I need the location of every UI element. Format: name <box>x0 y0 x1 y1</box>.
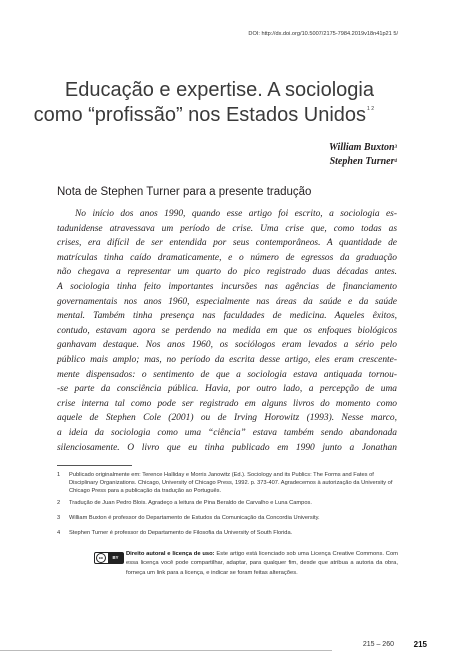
page-range: 215 – 260 <box>362 641 394 648</box>
license-text: Este artigo está licenciado sob uma Licença Creative Commons. Com essa licença você pode compartilhar, adaptar, para qualquer fim, desde que atribua a autoria da obra, forneça um link para a licença, e indicar se foram feitas alterações. <box>126 551 399 576</box>
author-william-buxton <box>329 142 397 153</box>
paragraph-line: silenciosamente. O livro que eu tinha publicado em 1990 junto a Jonathan <box>57 442 397 453</box>
footnote-number: 2 <box>57 500 61 506</box>
page-number: 215 <box>413 640 427 649</box>
paragraph-line: No início dos anos 1990, quando esse artigo foi escrito, a sociologia es- <box>75 209 397 219</box>
footnote-text: Publicado originalmente em: Terence Halliday e Morris Janowitz (Ed.). Sociology and its Publics: The Forms and Fates of Disciplinary Organizations. Chicago, University of Chicago Press, 1992. p. 373-407. Agradecemos à autorização da University of Chicago Press para a publicação da tradução ao Português. <box>69 472 393 495</box>
footnote-number: 4 <box>57 530 61 536</box>
paragraph-line: não chegava a representar um quarto do pico registrado duas décadas antes. <box>57 267 397 278</box>
footnote-divider <box>57 465 132 466</box>
paragraph-line: mente dispensados: o sentimento de que a sociologia estava antiquada tornou- <box>57 369 397 380</box>
paragraph-line: público mais amplo; mas, no período da escrita desse artigo, eles eram crescente- <box>57 354 397 365</box>
paragraph-line: crises, era difícil de ser entendida por seus contemporâneos. A quantidade de <box>57 238 397 249</box>
title-line-2 <box>34 103 374 128</box>
license-heading: Direito autoral e licença de uso: <box>126 551 215 557</box>
doi-text: DOI: http://dx.doi.org/10.5007/2175-7984.2019v18n41p21 5/ <box>248 31 398 37</box>
footnote-3 <box>57 514 397 522</box>
footnote-number: 3 <box>57 515 61 521</box>
paragraph-line: a ideia da sociologia como uma “ciência” estava também sendo abandonada <box>57 427 397 438</box>
author-stephen-turner <box>330 156 397 167</box>
paragraph-line: crise interna tal como pode ser registrado em alguns livros do momento como <box>57 398 397 409</box>
paragraph-line: -se parte da consciência pública. Havia, por outro lado, a percepção de uma <box>57 384 397 395</box>
license-notice <box>126 550 398 578</box>
author-footnote-mark: 4 <box>394 159 397 164</box>
by-label: BY <box>108 553 123 563</box>
body-paragraph <box>57 207 397 455</box>
paragraph-line: contudo, estavam agora se perdendo na medida em que os enfoques biológicos <box>57 325 397 336</box>
author-name: Stephen Turner <box>329 156 395 167</box>
footnote-number: 1 <box>57 472 61 478</box>
paragraph-line: matrículas tinha caído dramaticamente, e o número de egressos da graduação <box>57 252 397 263</box>
section-heading: Nota de Stephen Turner para a presente tradução <box>57 186 312 198</box>
paragraph-line: A sociologia tinha feito importantes incursões nas agências de financiamento <box>57 281 397 292</box>
cc-logo-icon: cc <box>96 553 106 563</box>
footer-rule <box>0 650 332 651</box>
footnote-text: William Buxton é professor do Departamento de Estudos da Comunicação da Concordia University. <box>69 515 320 521</box>
cc-by-license-badge[interactable] <box>94 552 124 564</box>
footnote-text: Stephen Turner é professor do Departamento de Filosofia da University of South Florida. <box>69 530 293 536</box>
footnote-4 <box>57 529 397 537</box>
paragraph-line: governamentais nos anos 1960, especialmente nas áreas da saúde e da saúde <box>57 296 397 307</box>
title-line-1: Educação e expertise. A sociologia <box>64 79 374 101</box>
title-footnote-mark: 1 2 <box>367 106 374 112</box>
footnote-1 <box>57 471 397 496</box>
paragraph-line: tadunidense atravessava um período de crise. Uma crise que, como todas as <box>57 223 397 234</box>
footnote-text: Tradução de Juan Pedro Blois. Agradeço a leitura de Pina Beraldo de Carvalho e Luna Campos. <box>69 500 312 506</box>
article-title <box>34 78 374 128</box>
title-line-2-text: como “profissão” nos Estados Unidos <box>33 104 367 126</box>
paragraph-line: ganhavam destaque. Nos anos 1960, os sociólogos eram levados a sério pelo <box>57 340 397 351</box>
paragraph-line: mental. Também tinha presença nas faculdades de medicina. Aqueles êxitos, <box>57 311 397 322</box>
author-name: William Buxton <box>329 142 395 153</box>
footnote-2 <box>57 499 397 507</box>
paragraph-line: aquele de Stephen Cole (2001) ou de Irving Horowitz (1993). Nesse marco, <box>57 413 397 424</box>
author-footnote-mark: 3 <box>394 145 397 150</box>
